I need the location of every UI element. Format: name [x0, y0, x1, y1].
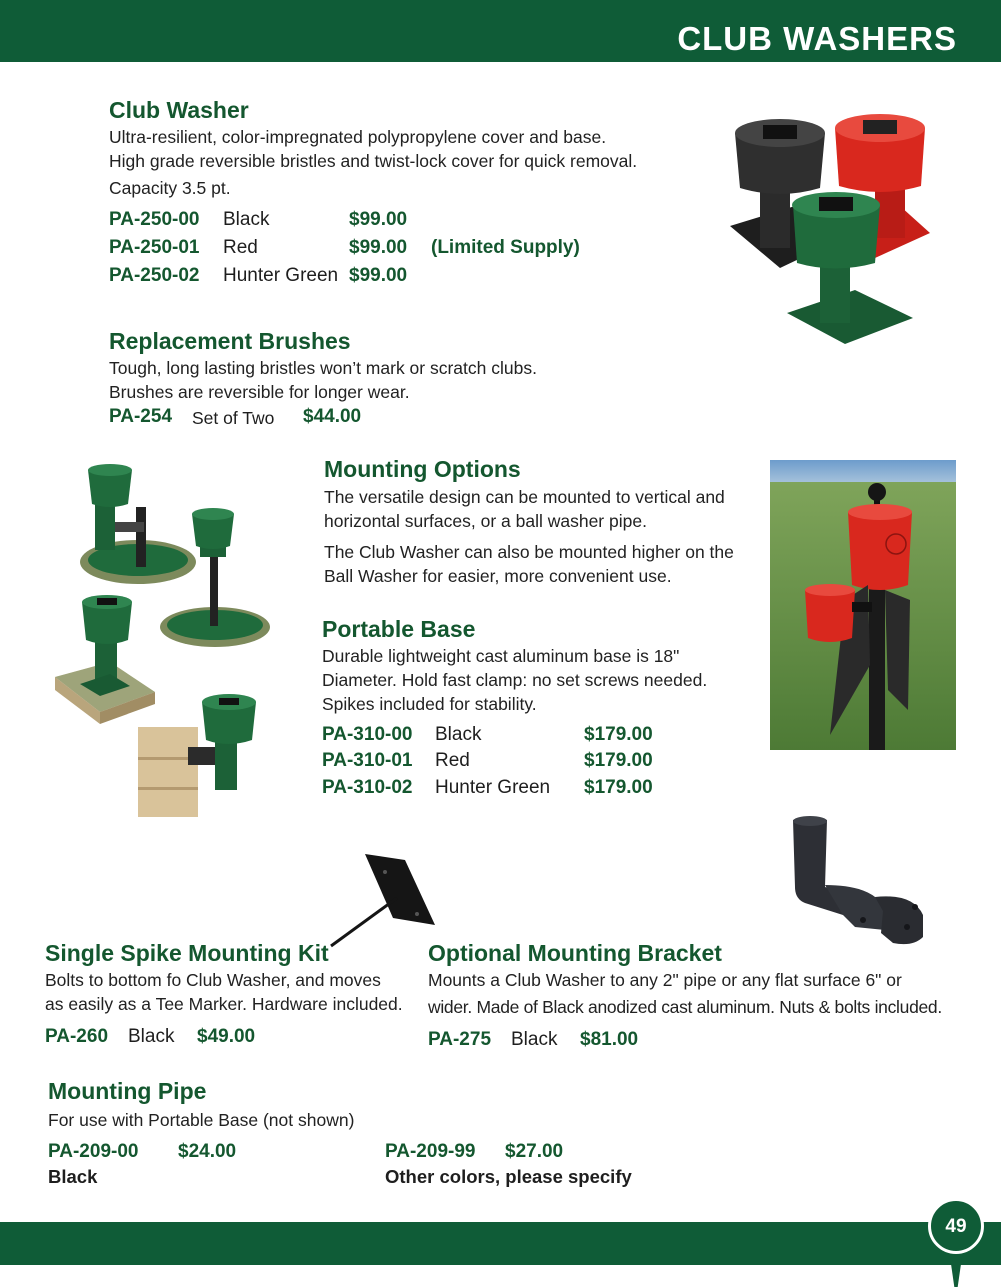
- sku: PA-260: [45, 1026, 109, 1047]
- sku: PA-275: [428, 1029, 492, 1050]
- single-spike-title: Single Spike Mounting Kit: [45, 940, 329, 966]
- portable-base-desc-1: Durable lightweight cast aluminum base is 18": [322, 646, 680, 666]
- price: $49.00: [197, 1026, 256, 1047]
- set-label: Set of Two: [192, 408, 275, 428]
- page-number: 49: [945, 1216, 967, 1237]
- replacement-brushes-desc-1: Tough, long lasting bristles won’t mark or scratch clubs.: [109, 358, 537, 378]
- pipe-color-label: Other colors, please specify: [385, 1166, 632, 1187]
- portable-base-desc-2: Diameter. Hold fast clamp: no set screws needed.: [322, 670, 708, 690]
- sku: PA-254: [109, 406, 173, 427]
- price: $99.00: [349, 265, 408, 286]
- sku: PA-310-02: [322, 777, 413, 798]
- club-washer-desc-1: Ultra-resilient, color-impregnated polypropylene cover and base.: [109, 127, 607, 147]
- mounting-bracket-photo: [785, 815, 930, 950]
- header-bar: [0, 0, 1001, 62]
- price: $81.00: [580, 1029, 639, 1050]
- page-number-badge: [928, 1198, 984, 1254]
- spike-kit-photo: [325, 850, 440, 950]
- single-spike-desc-1: Bolts to bottom fo Club Washer, and moves: [45, 970, 381, 990]
- mounting-bracket-desc-2: wider. Made of Black anodized cast aluminum. Nuts & bolts included.: [428, 997, 942, 1017]
- price: $179.00: [584, 777, 653, 798]
- price: $99.00: [349, 209, 408, 230]
- price: $24.00: [178, 1141, 237, 1162]
- price-row: [428, 1029, 688, 1055]
- footer-bar: [0, 1222, 1001, 1265]
- pipe-color-label: Black: [48, 1166, 98, 1187]
- color-label: Red: [435, 750, 470, 771]
- price: $99.00: [349, 237, 408, 258]
- color-label: Black: [128, 1026, 175, 1047]
- club-washer-title: Club Washer: [109, 97, 249, 123]
- mounting-options-desc-1: The versatile design can be mounted to vertical and: [324, 487, 725, 507]
- price-row: [109, 265, 629, 291]
- replacement-brushes-desc-2: Brushes are reversible for longer wear.: [109, 382, 410, 402]
- mounting-pipe-desc: For use with Portable Base (not shown): [48, 1110, 355, 1130]
- mounting-options-desc-2: horizontal surfaces, or a ball washer pipe.: [324, 511, 647, 531]
- price-row: [322, 724, 682, 750]
- mounting-bracket-desc-1: Mounts a Club Washer to any 2" pipe or any flat surface 6" or: [428, 970, 902, 990]
- club-washer-desc-3: Capacity 3.5 pt.: [109, 178, 231, 198]
- mounting-options-title: Mounting Options: [324, 456, 521, 482]
- price-row: [109, 209, 629, 235]
- golf-tee-icon: [949, 1250, 963, 1287]
- mounting-options-desc-4: Ball Washer for easier, more convenient use.: [324, 566, 672, 586]
- single-spike-desc-2: as easily as a Tee Marker. Hardware included.: [45, 994, 403, 1014]
- mounting-options-photo: [50, 462, 278, 822]
- limited-supply-note: (Limited Supply): [431, 237, 580, 258]
- price: $27.00: [505, 1141, 564, 1162]
- portable-base-title: Portable Base: [322, 616, 476, 642]
- color-label: Hunter Green: [435, 777, 551, 798]
- club-washer-photo: [725, 108, 935, 348]
- sku: PA-250-01: [109, 237, 200, 258]
- price-row: [385, 1141, 645, 1167]
- price-row: [45, 1026, 305, 1052]
- price-row: [48, 1141, 308, 1167]
- replacement-brushes-title: Replacement Brushes: [109, 328, 351, 354]
- price-row: [322, 750, 682, 776]
- price: $179.00: [584, 750, 653, 771]
- sku: PA-250-00: [109, 209, 200, 230]
- color-label: Hunter Green: [223, 265, 339, 286]
- sku: PA-310-01: [322, 750, 413, 771]
- price-row: [109, 406, 409, 432]
- ball-washer-field-photo: [770, 460, 956, 750]
- color-label: Black: [223, 209, 270, 230]
- color-label: Black: [435, 724, 482, 745]
- price: $179.00: [584, 724, 653, 745]
- sku: PA-310-00: [322, 724, 413, 745]
- sku: PA-209-99: [385, 1141, 476, 1162]
- mounting-bracket-title: Optional Mounting Bracket: [428, 940, 722, 966]
- club-washer-desc-2: High grade reversible bristles and twist-lock cover for quick removal.: [109, 151, 638, 171]
- mounting-options-desc-3: The Club Washer can also be mounted higher on the: [324, 542, 734, 562]
- price: $44.00: [303, 406, 362, 427]
- mounting-pipe-title: Mounting Pipe: [48, 1078, 207, 1104]
- color-label: Black: [511, 1029, 558, 1050]
- page-title: CLUB WASHERS: [677, 20, 957, 57]
- portable-base-desc-3: Spikes included for stability.: [322, 694, 537, 714]
- sku: PA-209-00: [48, 1141, 139, 1162]
- price-row: [322, 777, 682, 803]
- price-row: [109, 237, 629, 263]
- color-label: Red: [223, 237, 258, 258]
- sku: PA-250-02: [109, 265, 200, 286]
